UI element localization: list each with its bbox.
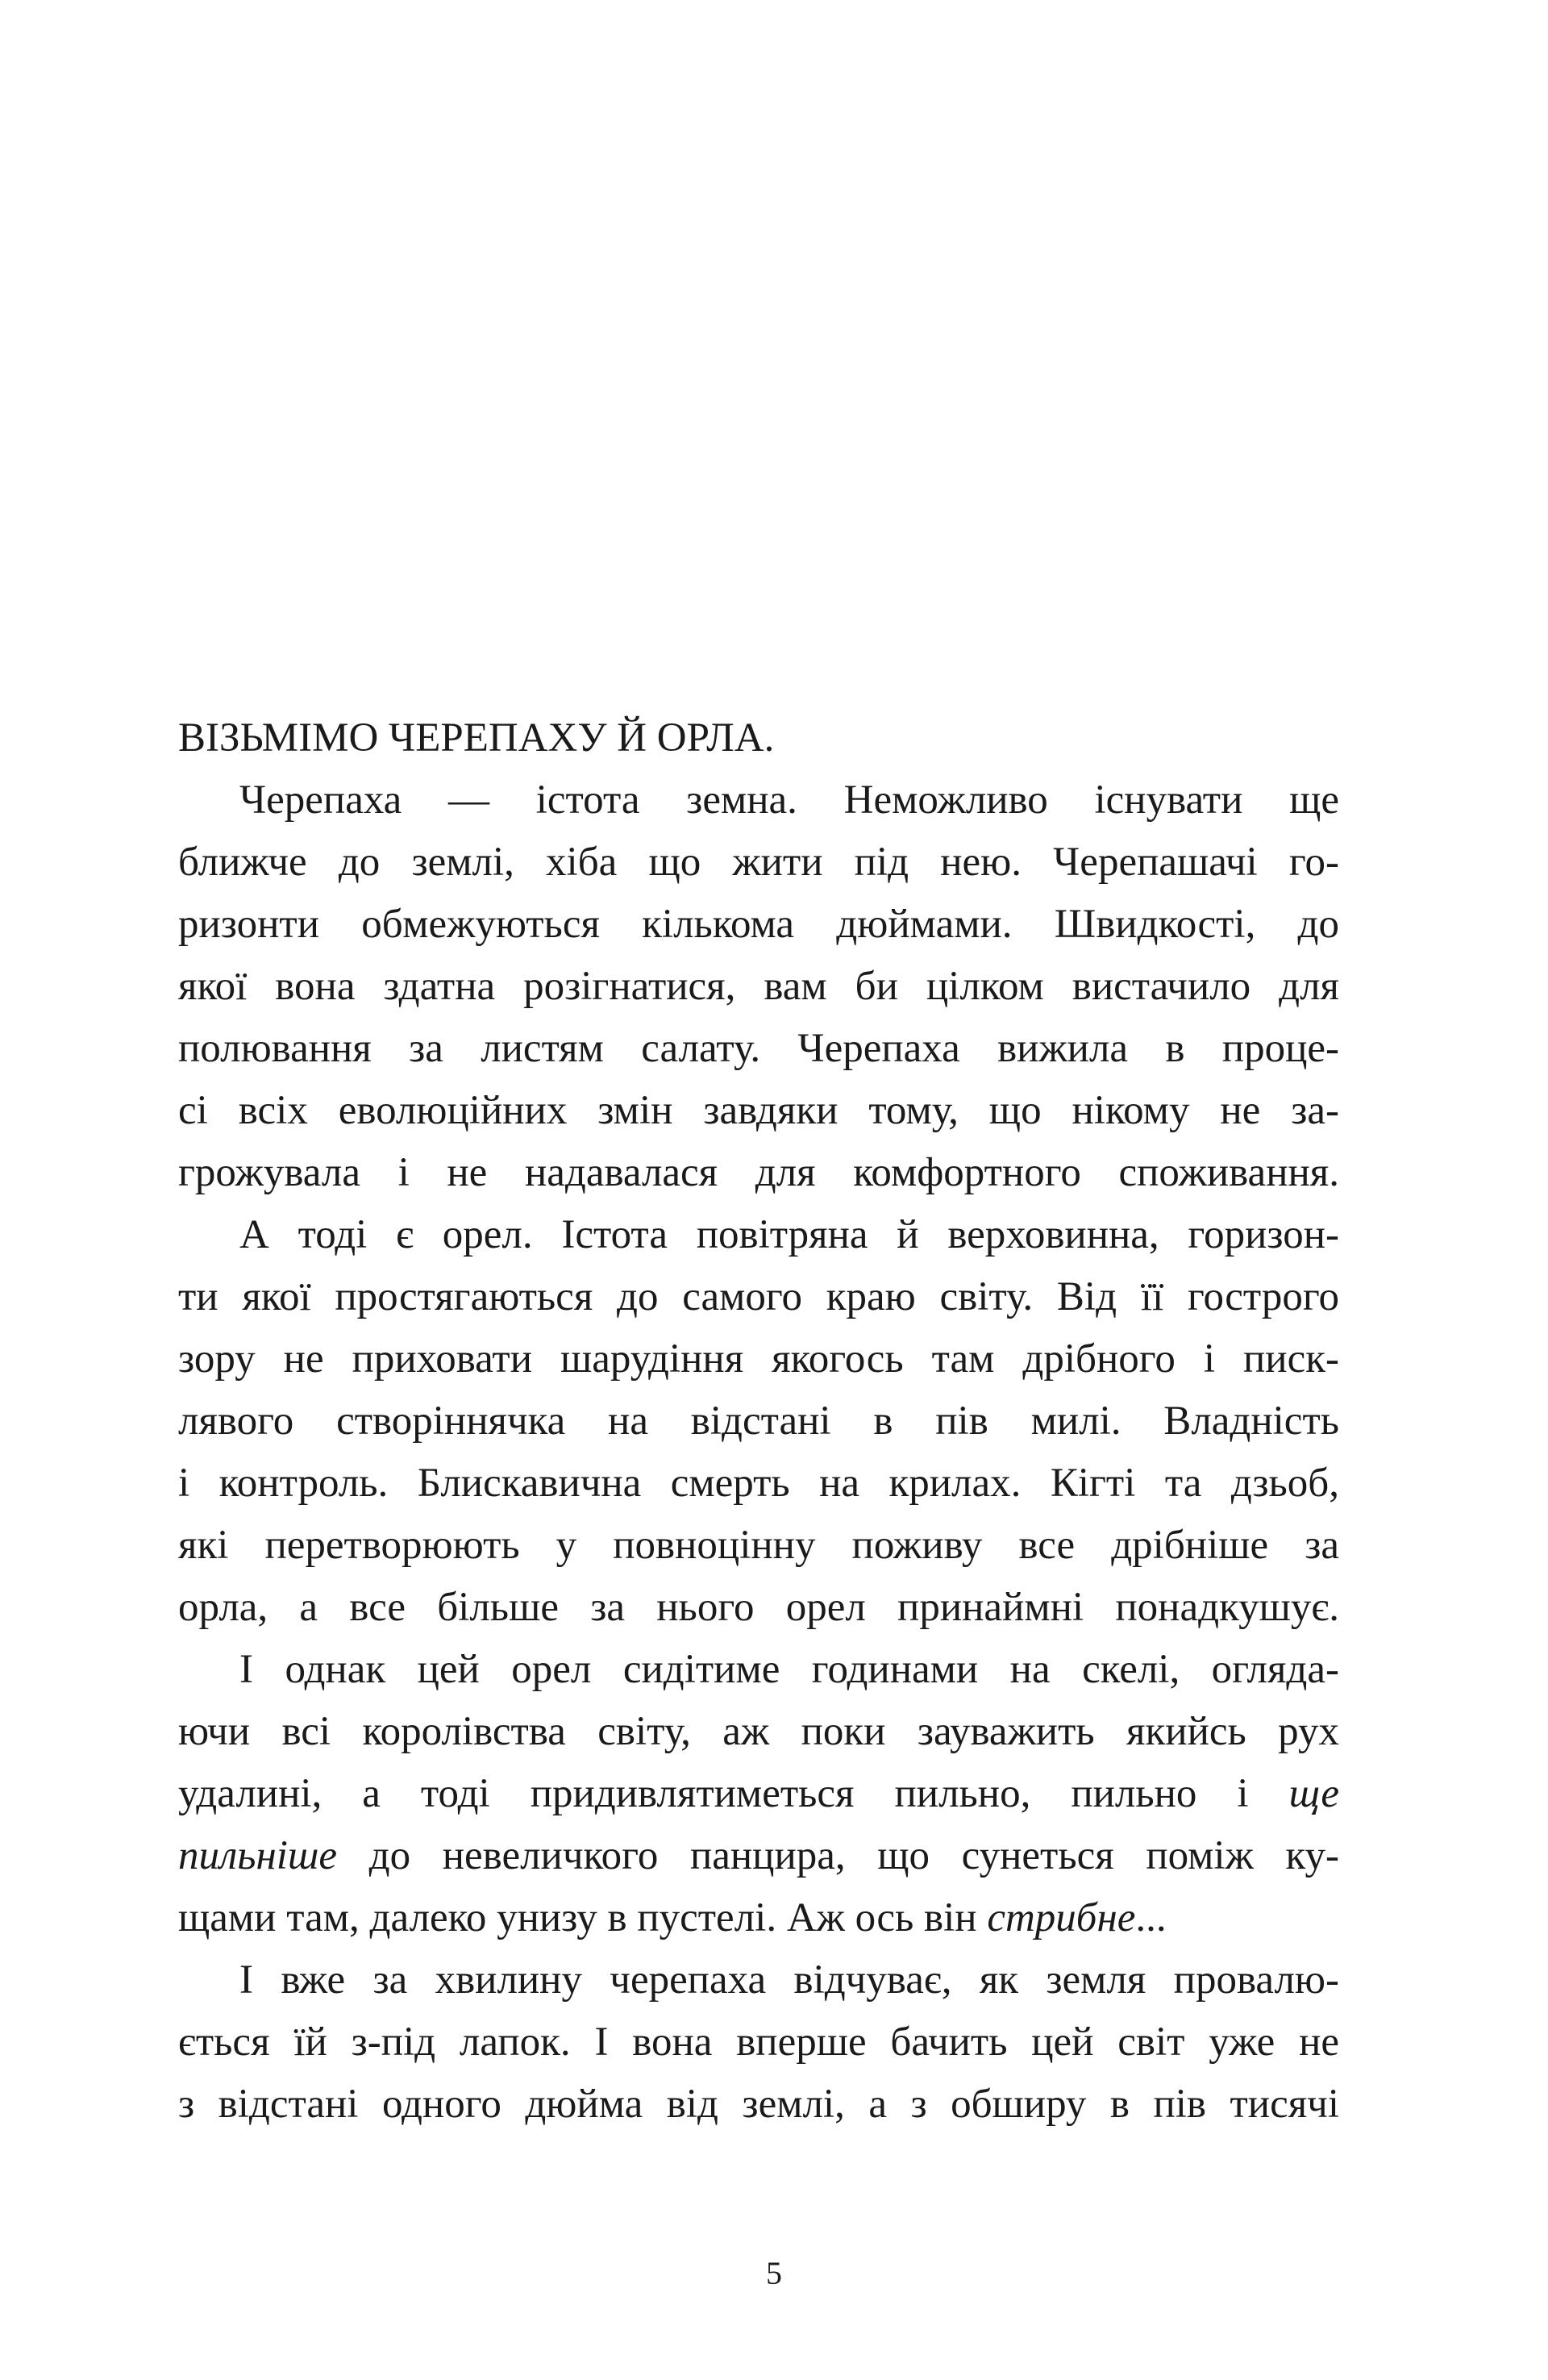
text-segment: і контроль. Блискавична смерть на крилах. Кігті та дзьоб, [178, 1461, 1339, 1506]
text-line [178, 1887, 1339, 1949]
text-line [178, 1328, 1339, 1390]
text-segment: ближче до землі, хіба що жити під нею. Черепашачі го- [178, 840, 1339, 885]
text-segment: удалині, а тоді придивлятиметься пильно, пильно і [178, 1771, 1289, 1816]
text-line [178, 894, 1339, 956]
text-line [178, 1825, 1339, 1887]
text-line [178, 1577, 1339, 1639]
paragraph [178, 1204, 1339, 1639]
text-line [178, 1266, 1339, 1328]
paragraph [178, 1949, 1339, 2136]
text-segment: ризонти обмежуються кількома дюймами. Швидкості, до [178, 902, 1339, 947]
text-segment: ти якої простягаються до самого краю світу. Від її гострого [178, 1274, 1339, 1319]
text-line [178, 2011, 1339, 2074]
text-line [178, 956, 1339, 1018]
text-line [178, 1639, 1339, 1701]
text-line [178, 1390, 1339, 1453]
section-heading: ВІЗЬМІМО ЧЕРЕПАХУ Й ОРЛА. [178, 715, 775, 761]
text-segment: з відстані одного дюйма від землі, а з обширу в пів тисячі [178, 2082, 1339, 2127]
text-segment: Черепаха — істота земна. Неможливо існувати ще [239, 777, 1339, 823]
body-text [178, 707, 1339, 2136]
paragraph [178, 1639, 1339, 1949]
text-line [178, 1763, 1339, 1825]
text-segment: ючи всі королівства світу, аж поки зауважить якийсь рух [178, 1709, 1339, 1754]
page-number: 5 [766, 2255, 782, 2291]
text-line [178, 1018, 1339, 1080]
text-segment: лявого створіннячка на відстані в пів милі. Владність [178, 1398, 1339, 1444]
text-segment: щами там, далеко унизу в пустелі. Аж ось він [178, 1895, 988, 1940]
text-segment: до невеличкого панцира, що сунеться поміж ку- [337, 1833, 1339, 1878]
paragraphs [178, 769, 1339, 2136]
text-line [178, 1453, 1339, 1515]
italic-text: пильніше [178, 1833, 338, 1878]
text-segment: орла, а все більше за нього орел принаймні понадкушує. [178, 1585, 1339, 1630]
text-line [178, 1701, 1339, 1763]
text-line [178, 769, 1339, 832]
text-segment: ється їй з-під лапок. І вона вперше бачить цей світ уже не [178, 2019, 1339, 2065]
text-line [178, 2074, 1339, 2136]
text-line [178, 1515, 1339, 1577]
text-segment: якої вона здатна розігнатися, вам би цілком вистачило для [178, 964, 1339, 1009]
text-segment: сі всіх еволюційних змін завдяки тому, що нікому не за- [178, 1088, 1339, 1133]
text-segment: І вже за хвилину черепаха відчуває, як земля провалю- [239, 1957, 1339, 2003]
text-segment: А тоді є орел. Істота повітряна й верховинна, горизон- [239, 1212, 1339, 1257]
text-line [178, 832, 1339, 894]
text-line [178, 1142, 1339, 1204]
text-segment: І однак цей орел сидітиме годинами на скелі, огляда- [239, 1647, 1339, 1692]
text-line [178, 1204, 1339, 1266]
text-segment: ... [1135, 1895, 1167, 1940]
paragraph [178, 769, 1339, 1204]
text-line [178, 1949, 1339, 2011]
text-segment: полювання за листям салату. Черепаха вижила в проце- [178, 1026, 1339, 1071]
text-segment: зору не приховати шарудіння якогось там дрібного і писк- [178, 1336, 1339, 1382]
text-segment: грожувала і не надавалася для комфортного споживання. [178, 1150, 1339, 1195]
text-line [178, 1080, 1339, 1142]
italic-text: ще [1288, 1771, 1339, 1816]
text-segment: які перетворюють у повноцінну поживу все дрібніше за [178, 1523, 1339, 1568]
italic-text: стрибне [987, 1895, 1136, 1940]
